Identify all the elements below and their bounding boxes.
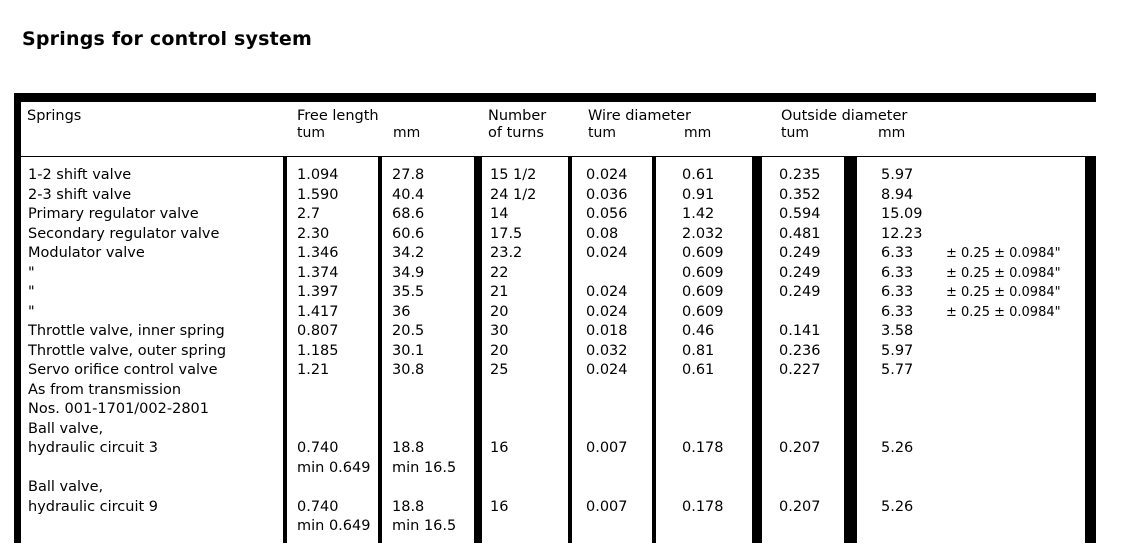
spring-name: Primary regulator valve (28, 206, 199, 222)
free-length-in-value: 0.807 (297, 323, 339, 339)
spring-name: Secondary regulator valve (28, 225, 220, 242)
free-length-mm-value: 60.6 (392, 225, 425, 242)
wire-diameter-mm-value: 1.42 (682, 206, 715, 222)
wire-diameter-mm-value: 0.61 (682, 167, 715, 183)
free-length-mm-value: 20.5 (392, 323, 425, 339)
spring-name: 2-3 shift valve (28, 186, 132, 203)
outside-diameter-in-value: 0.481 (779, 225, 821, 242)
outside-diameter-in-value: 0.207 (779, 498, 821, 515)
column-wire-diameter-in (572, 157, 652, 543)
tolerance-value (946, 205, 1085, 225)
free-length-mm-value: 40.4 (392, 186, 425, 203)
header-of-turns-label: of turns (488, 125, 544, 141)
spring-name: hydraulic circuit 9 (28, 498, 159, 515)
column-free-length-in (287, 157, 378, 543)
tolerance-value (946, 186, 1085, 206)
outside-diameter-in-value: 0.594 (779, 206, 821, 222)
wire-diameter-mm-value: 0.91 (682, 186, 715, 203)
outside-diameter-mm-value: 5.97 (881, 342, 914, 359)
header-wire-diameter-label: Wire diameter (588, 108, 691, 124)
tolerance-value: ± 0.25 ± 0.0984" (946, 265, 1061, 281)
free-length-in-value: 2.7 (297, 206, 321, 222)
turns-value: 20 (490, 342, 509, 359)
wire-diameter-mm-value: 0.609 (682, 284, 724, 300)
turns-value: 14 (490, 206, 509, 222)
wire-diameter-mm-value: 0.609 (682, 303, 724, 320)
wire-diameter-in-value: 0.007 (586, 498, 628, 515)
column-outside-diameter-mm (857, 157, 941, 543)
header-outside-diameter (762, 102, 1104, 156)
spring-name: 1-2 shift valve (28, 167, 132, 183)
outside-diameter-in-value: 0.227 (779, 362, 821, 378)
outside-diameter-mm-value: 5.26 (881, 498, 914, 515)
spring-name: " (28, 284, 35, 300)
free-length-in-value: 1.185 (297, 342, 339, 359)
free-length-in-value: 1.094 (297, 167, 339, 183)
outside-diameter-mm-value: 6.33 (881, 264, 914, 281)
turns-value: 22 (490, 264, 509, 281)
wire-diameter-in-value: 0.08 (586, 225, 619, 242)
header-wire-diameter-unit-in: tum (588, 125, 616, 141)
spring-name: " (28, 264, 35, 281)
spring-name: Servo orifice control valve (28, 362, 218, 378)
free-length-mm-value: 18.8 (392, 498, 425, 515)
wire-diameter-mm-value: 2.032 (682, 225, 724, 242)
outside-diameter-mm-value: 15.09 (881, 206, 923, 222)
outside-diameter-mm-value: 6.33 (881, 303, 914, 320)
free-length-mm-min: min 16.5 (392, 459, 457, 476)
wire-diameter-mm-value: 0.609 (682, 245, 724, 261)
free-length-mm-value: 34.9 (392, 264, 425, 281)
spring-name: hydraulic circuit 3 (28, 440, 159, 456)
turns-value: 15 1/2 (490, 167, 537, 183)
outside-diameter-in-value: 0.207 (779, 440, 821, 456)
header-outside-diameter-label: Outside diameter (781, 108, 908, 124)
turns-value: 17.5 (490, 225, 523, 242)
free-length-in-value: 1.21 (297, 362, 330, 378)
column-number-of-turns (482, 157, 568, 543)
header-number-label: Number (488, 108, 547, 124)
column-outside-diameter-in (762, 157, 844, 543)
page-title: Springs for control system (22, 28, 312, 50)
spring-name: Throttle valve, outer spring (28, 342, 227, 359)
outside-diameter-mm-value: 5.26 (881, 440, 914, 456)
header-free-length-unit-in: tum (297, 125, 325, 141)
tolerance-value: ± 0.25 ± 0.0984" (946, 246, 1061, 261)
free-length-in-value: 2.30 (297, 225, 330, 242)
wire-diameter-mm-value: 0.609 (682, 264, 724, 281)
wire-diameter-mm-value: 0.178 (682, 440, 724, 456)
note-line: As from transmission (28, 381, 182, 398)
free-length-mm-value: 36 (392, 303, 411, 320)
wire-diameter-mm-value: 0.178 (682, 498, 724, 515)
free-length-mm-value: 35.5 (392, 284, 425, 300)
spring-name: Throttle valve, inner spring (28, 323, 225, 339)
tolerance-value: ± 0.25 ± 0.0984" (946, 304, 1061, 320)
free-length-mm-min: min 16.5 (392, 518, 457, 534)
turns-value: 16 (490, 440, 509, 456)
free-length-mm-value: 30.8 (392, 362, 425, 378)
tolerance-value (946, 166, 1085, 186)
wire-diameter-mm-value: 0.46 (682, 323, 715, 339)
wire-diameter-in-value: 0.032 (586, 342, 628, 359)
free-length-mm-value: 18.8 (392, 440, 425, 456)
free-length-in-min: min 0.649 (297, 459, 371, 476)
outside-diameter-mm-value: 8.94 (881, 186, 914, 203)
header-outside-diameter-unit-in: tum (781, 125, 809, 141)
free-length-in-value: 0.740 (297, 440, 339, 456)
springs-table (14, 93, 1096, 543)
header-outside-diameter-unit-mm: mm (878, 125, 906, 141)
wire-diameter-in-value: 0.007 (586, 440, 628, 456)
column-free-length-mm (382, 157, 474, 543)
turns-value: 16 (490, 498, 509, 515)
wire-diameter-mm-value: 0.81 (682, 342, 715, 359)
free-length-mm-value: 68.6 (392, 206, 425, 222)
spring-name: Ball valve, (28, 479, 104, 495)
wire-diameter-in-value: 0.024 (586, 245, 628, 261)
outside-diameter-in-value: 0.249 (779, 284, 821, 300)
free-length-in-value: 1.374 (297, 264, 339, 281)
tolerance-value: ± 0.25 ± 0.0984" (946, 285, 1061, 300)
free-length-in-value: 1.397 (297, 284, 339, 300)
wire-diameter-in-value: 0.024 (586, 303, 628, 320)
note-line: Nos. 001-1701/002-2801 (28, 401, 209, 417)
free-length-mm-value: 27.8 (392, 167, 425, 183)
outside-diameter-in-value (779, 303, 844, 323)
free-length-in-min: min 0.649 (297, 518, 371, 534)
tolerance-value (946, 225, 1085, 245)
outside-diameter-mm-value: 5.77 (881, 362, 914, 378)
wire-diameter-in-value: 0.024 (586, 167, 628, 183)
header-springs-label: Springs (27, 108, 82, 124)
turns-value: 30 (490, 323, 509, 339)
free-length-mm-value: 34.2 (392, 245, 425, 261)
header-free-length-unit-mm: mm (393, 125, 421, 141)
turns-value: 20 (490, 303, 509, 320)
outside-diameter-mm-value: 3.58 (881, 323, 914, 339)
outside-diameter-in-value: 0.235 (779, 167, 821, 183)
spring-name: " (28, 303, 35, 320)
turns-value: 23.2 (490, 245, 523, 261)
free-length-mm-value: 30.1 (392, 342, 425, 359)
outside-diameter-in-value: 0.141 (779, 323, 821, 339)
turns-value: 24 1/2 (490, 186, 537, 203)
outside-diameter-in-value: 0.236 (779, 342, 821, 359)
outside-diameter-in-value: 0.249 (779, 264, 821, 281)
column-springs (21, 157, 283, 543)
free-length-in-value: 1.417 (297, 303, 339, 320)
spring-name: Ball valve, (28, 420, 104, 437)
free-length-in-value: 0.740 (297, 498, 339, 515)
header-springs (21, 102, 289, 156)
wire-diameter-in-value: 0.024 (586, 284, 628, 300)
spring-name: Modulator valve (28, 245, 145, 261)
wire-diameter-mm-value: 0.61 (682, 362, 715, 378)
outside-diameter-mm-value: 6.33 (881, 284, 914, 300)
free-length-in-value: 1.346 (297, 245, 339, 261)
header-wire-diameter-unit-mm: mm (684, 125, 712, 141)
outside-diameter-mm-value: 12.23 (881, 225, 923, 242)
outside-diameter-mm-value: 6.33 (881, 245, 914, 261)
header-free-length (287, 102, 484, 156)
turns-value: 21 (490, 284, 509, 300)
header-free-length-label: Free length (297, 108, 379, 124)
column-wire-diameter-mm (656, 157, 752, 543)
wire-diameter-in-value: 0.024 (586, 362, 628, 378)
column-tolerance (941, 157, 1085, 543)
wire-diameter-in-value: 0.018 (586, 323, 628, 339)
free-length-in-value: 1.590 (297, 186, 339, 203)
wire-diameter-in-value: 0.036 (586, 186, 628, 203)
wire-diameter-in-value: 0.056 (586, 206, 628, 222)
outside-diameter-mm-value: 5.97 (881, 167, 914, 183)
outside-diameter-in-value: 0.352 (779, 186, 821, 203)
outside-diameter-in-value: 0.249 (779, 245, 821, 261)
header-wire-diameter (572, 102, 768, 156)
header-number-of-turns (482, 102, 574, 156)
turns-value: 25 (490, 362, 509, 378)
wire-diameter-in-value (586, 264, 652, 284)
